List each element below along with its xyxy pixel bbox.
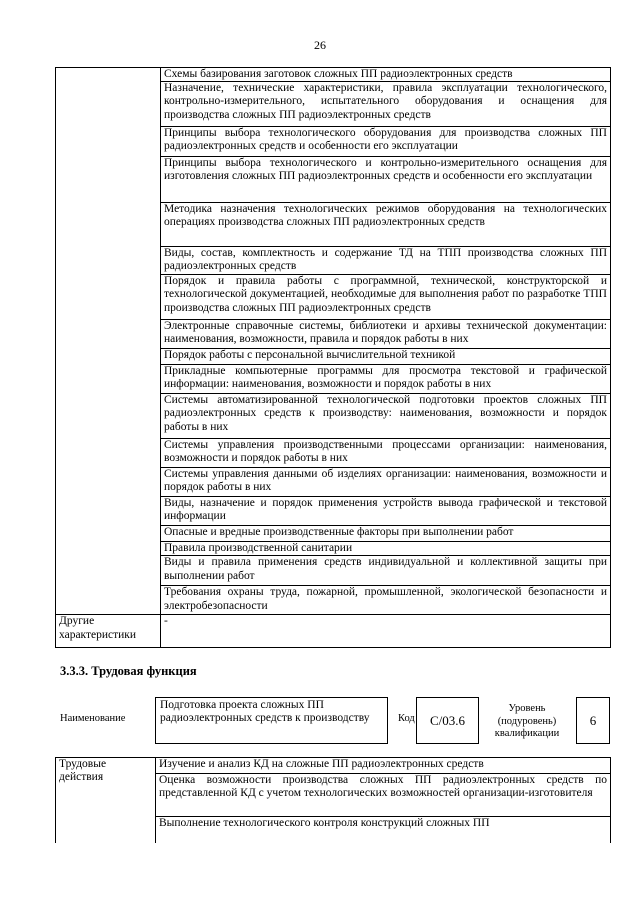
- name-label: Наименование: [60, 713, 126, 724]
- code-box: C/03.6: [416, 697, 479, 744]
- knowledge-item: Виды, назначение и порядок применения устройств вывода графической и текстовой информации: [161, 497, 611, 526]
- labor-actions-table: [55, 757, 611, 843]
- code-label: Код: [398, 713, 415, 724]
- knowledge-item: Прикладные компьютерные программы для просмотра текстовой и графической информации: наименования, возможности и порядок работы в них: [161, 365, 611, 394]
- knowledge-item: Виды, состав, комплектность и содержание ТД на ТПП производства сложных ПП радиоэлектронных средств: [161, 247, 611, 275]
- knowledge-item: Электронные справочные системы, библиотеки и архивы технической документации: наименования, возможности, правила и порядок работы в них: [161, 320, 611, 349]
- knowledge-item: Принципы выбора технологического и контрольно-измерительного оснащения для изготовления сложных ПП радиоэлектронных средств и особенности его эксплуатации: [161, 157, 611, 203]
- labor-action-item: Изучение и анализ КД на сложные ПП радиоэлектронных средств: [156, 758, 611, 774]
- knowledge-item: Системы управления производственными процессами организации: наименования, возможности и порядок работы в них: [161, 439, 611, 468]
- knowledge-item: Схемы базирования заготовок сложных ПП радиоэлектронных средств: [161, 68, 611, 82]
- knowledge-item: Порядок работы с персональной вычислительной техникой: [161, 349, 611, 365]
- knowledge-label-cell: [56, 68, 161, 615]
- labor-actions-label: Трудовые действия: [56, 758, 156, 843]
- page-number: 26: [314, 38, 326, 52]
- knowledge-item: Назначение, технические характеристики, правила эксплуатации технологического, контрольно-измерительного, испытательного оборудования и оснащения для производства сложных ПП радиоэлектронных средств: [161, 82, 611, 127]
- qualification-level-box: 6: [576, 697, 610, 744]
- knowledge-item: Системы автоматизированной технологической подготовки проектов сложных ПП радиоэлектронных средств к производству: наименования, возможности и порядок работы в них: [161, 394, 611, 439]
- knowledge-table: [55, 67, 611, 648]
- function-name-box: Подготовка проекта сложных ПП радиоэлектронных средств к производству: [155, 697, 388, 744]
- labor-action-item: Выполнение технологического контроля конструкций сложных ПП: [156, 817, 611, 843]
- knowledge-item: Методика назначения технологических режимов оборудования на технологических операциях производства сложных ПП радиоэлектронных средств: [161, 203, 611, 247]
- knowledge-item: Правила производственной санитарии: [161, 542, 611, 556]
- knowledge-item: Виды и правила применения средств индивидуальной и коллективной защиты при выполнении работ: [161, 556, 611, 586]
- knowledge-item: Принципы выбора технологического оборудования для производства сложных ПП радиоэлектронных средств и особенности его эксплуатации: [161, 127, 611, 157]
- other-characteristics-value: -: [161, 615, 611, 648]
- knowledge-item: Системы управления данными об изделиях организации: наименования, возможности и порядок работы в них: [161, 468, 611, 497]
- knowledge-item: Порядок и правила работы с программной, технической, конструкторской и технологической документацией, необходимые для выполнения работ по разработке ТПП производства сложных ПП радиоэлектронных средств: [161, 275, 611, 320]
- labor-action-item: Оценка возможности производства сложных ПП радиоэлектронных средств по представленной КД с учетом технологических возможностей организации-изготовителя: [156, 774, 611, 817]
- other-characteristics-label: Другие характеристики: [56, 615, 161, 648]
- knowledge-item: Опасные и вредные производственные факторы при выполнении работ: [161, 526, 611, 542]
- qualification-level-label: Уровень (подуровень) квалификации: [494, 703, 560, 740]
- knowledge-item: Требования охраны труда, пожарной, промышленной, экологической безопасности и электробезопасности: [161, 586, 611, 615]
- section-title: 3.3.3. Трудовая функция: [60, 664, 197, 678]
